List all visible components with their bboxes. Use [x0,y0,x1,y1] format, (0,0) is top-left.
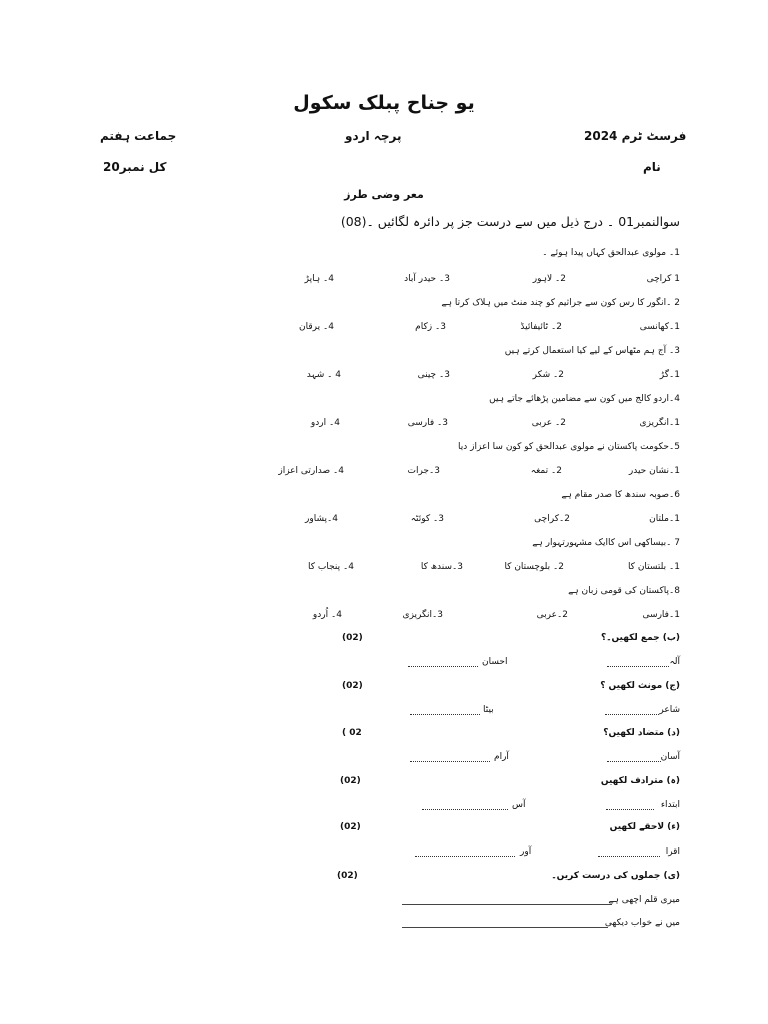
correction-marks: (02) [337,871,358,881]
mcq-question: 2 ۔انگور کا رس کون سے جراثیم کو چند منٹ میں ہلاک کرتا ہے [441,298,680,308]
mcq-option: 3۔سندھ کا [420,562,463,572]
mcq-option: 1۔گڑ [659,370,680,380]
answer-blank[interactable] [410,705,480,715]
part-marks: ( 02 [342,728,362,738]
mcq-option: 2۔عربی [536,610,568,620]
answer-blank[interactable] [422,800,508,810]
part-marks: (02) [342,681,363,691]
subject-label: پرچہ اردو [345,129,402,143]
answer-line[interactable] [402,895,612,905]
mcq-option: 2۔ لاہور [532,274,566,284]
mcq-question: 6۔صوبہ سندھ کا صدر مقام ہے [561,490,680,500]
mcq-option: 3۔ زکام [415,322,446,332]
mcq-option: 1۔انگریزی [639,418,680,428]
mcq-option: 4 ۔ شہد [306,370,341,380]
mcq-option: 3۔ حیدر آباد [404,274,450,284]
part-heading: (ہ) مترادف لکھیں [600,776,680,786]
answer-blank[interactable] [605,705,659,715]
part-marks: (02) [340,776,361,786]
answer-blank[interactable] [606,800,654,810]
mcq-option: 4۔ صدارتی اعزاز [278,466,344,476]
mcq-question: 5۔حکومت پاکستان نے مولوی عبدالحق کو کون سا اعزاز دیا [458,442,680,452]
mcq-option: 2۔ بلوچستان کا [504,562,564,572]
part-word: اقرا [665,847,680,857]
part-word: آور [520,847,532,857]
part-word: آسان [660,752,680,762]
answer-line[interactable] [402,918,608,928]
part-heading: (ج) مونث لکھیں ؟ [600,681,680,691]
mcq-question: 4۔اردو کالج میں کون سے مضامین پڑھائے جاتے ہیں [489,394,680,404]
part-heading: (ب) جمع لکھیں۔؟ [600,633,680,643]
mcq-option: 2۔ شکر [532,370,564,380]
correction-heading: (ی) جملوں کی درست کریں۔ [551,871,680,881]
mcq-question: 3۔ آج ہم مٹھاس کے لیے کیا استعمال کرتے ہیں [504,346,680,356]
answer-blank[interactable] [598,847,660,857]
mcq-option: 2۔ ٹائیفائیڈ [520,322,562,332]
mcq-option: 4۔ پنجاب کا [307,562,354,572]
mcq-option: 2۔کراچی [534,514,570,524]
school-title: یو جناح پبلک سکول [293,92,475,114]
mcq-question: 1۔ مولوی عبدالحق کہاں پیدا ہوئے ۔ [542,248,680,258]
mcq-option: 3۔جرات [407,466,440,476]
mcq-option: 4۔ ہاپڑ [304,274,334,284]
name-label: نام [643,160,661,174]
answer-blank[interactable] [415,847,515,857]
part-heading: (د) متضاد لکھیں؟ [603,728,680,738]
part-word: آلہ [669,657,680,667]
part-marks: (02) [342,633,363,643]
section-title: معر وضی طرز [344,188,424,201]
answer-blank[interactable] [408,657,478,667]
part-word: احسان [482,657,508,667]
mcq-option: 2۔ تمغہ [530,466,562,476]
mcq-option: 1۔ بلتستان کا [627,562,680,572]
mcq-option: 3۔ فارسی [407,418,448,428]
part-marks: (02) [340,822,361,832]
mcq-option: 1۔فارسی [642,610,680,620]
question-1-heading: سوالنمبر01 ۔ درج ذیل میں سے درست جز پر دائرہ لگائیں ۔(08) [340,214,680,229]
answer-blank[interactable] [410,752,490,762]
correction-sentence: میں نے خواب دیکھی [604,918,680,928]
part-word: آس [512,800,526,810]
term-label: فرسٹ ٹرم 2024 [584,129,687,143]
class-label: جماعت ہفتم [100,129,177,143]
answer-blank[interactable] [607,657,669,667]
total-marks: کل نمبر20 [103,160,167,174]
mcq-option: 3۔ چینی [417,370,450,380]
mcq-option: 1۔نشان حیدر [628,466,680,476]
mcq-option: 3۔ کوئٹہ [410,514,444,524]
part-word: بیٹا [483,705,494,715]
part-word: آرام [494,752,509,762]
correction-sentence: میری قلم اچھی ہے [608,895,680,905]
mcq-option: 1۔ملتان [649,514,680,524]
part-word: شاعر [659,705,680,715]
mcq-option: 4۔ اردو [310,418,340,428]
mcq-option: 4۔ یرقان [299,322,334,332]
mcq-option: 2۔ عربی [531,418,566,428]
mcq-option: 4۔ اُردو [312,610,342,620]
part-word: ابتداء [660,800,680,810]
mcq-question: 7 ۔بیساکھی اس کاایک مشہورتہوار ہے [532,538,680,548]
mcq-option: 3۔انگریزی [402,610,443,620]
answer-blank[interactable] [607,752,661,762]
mcq-option: 1۔کھانسی [639,322,680,332]
mcq-question: 8۔پاکستان کی قومی زبان ہے [568,586,680,596]
mcq-option: 1 کراچی [646,274,680,284]
part-heading: (ء) لاحقے لکھیں [609,822,680,832]
mcq-option: 4۔پشاور [305,514,338,524]
